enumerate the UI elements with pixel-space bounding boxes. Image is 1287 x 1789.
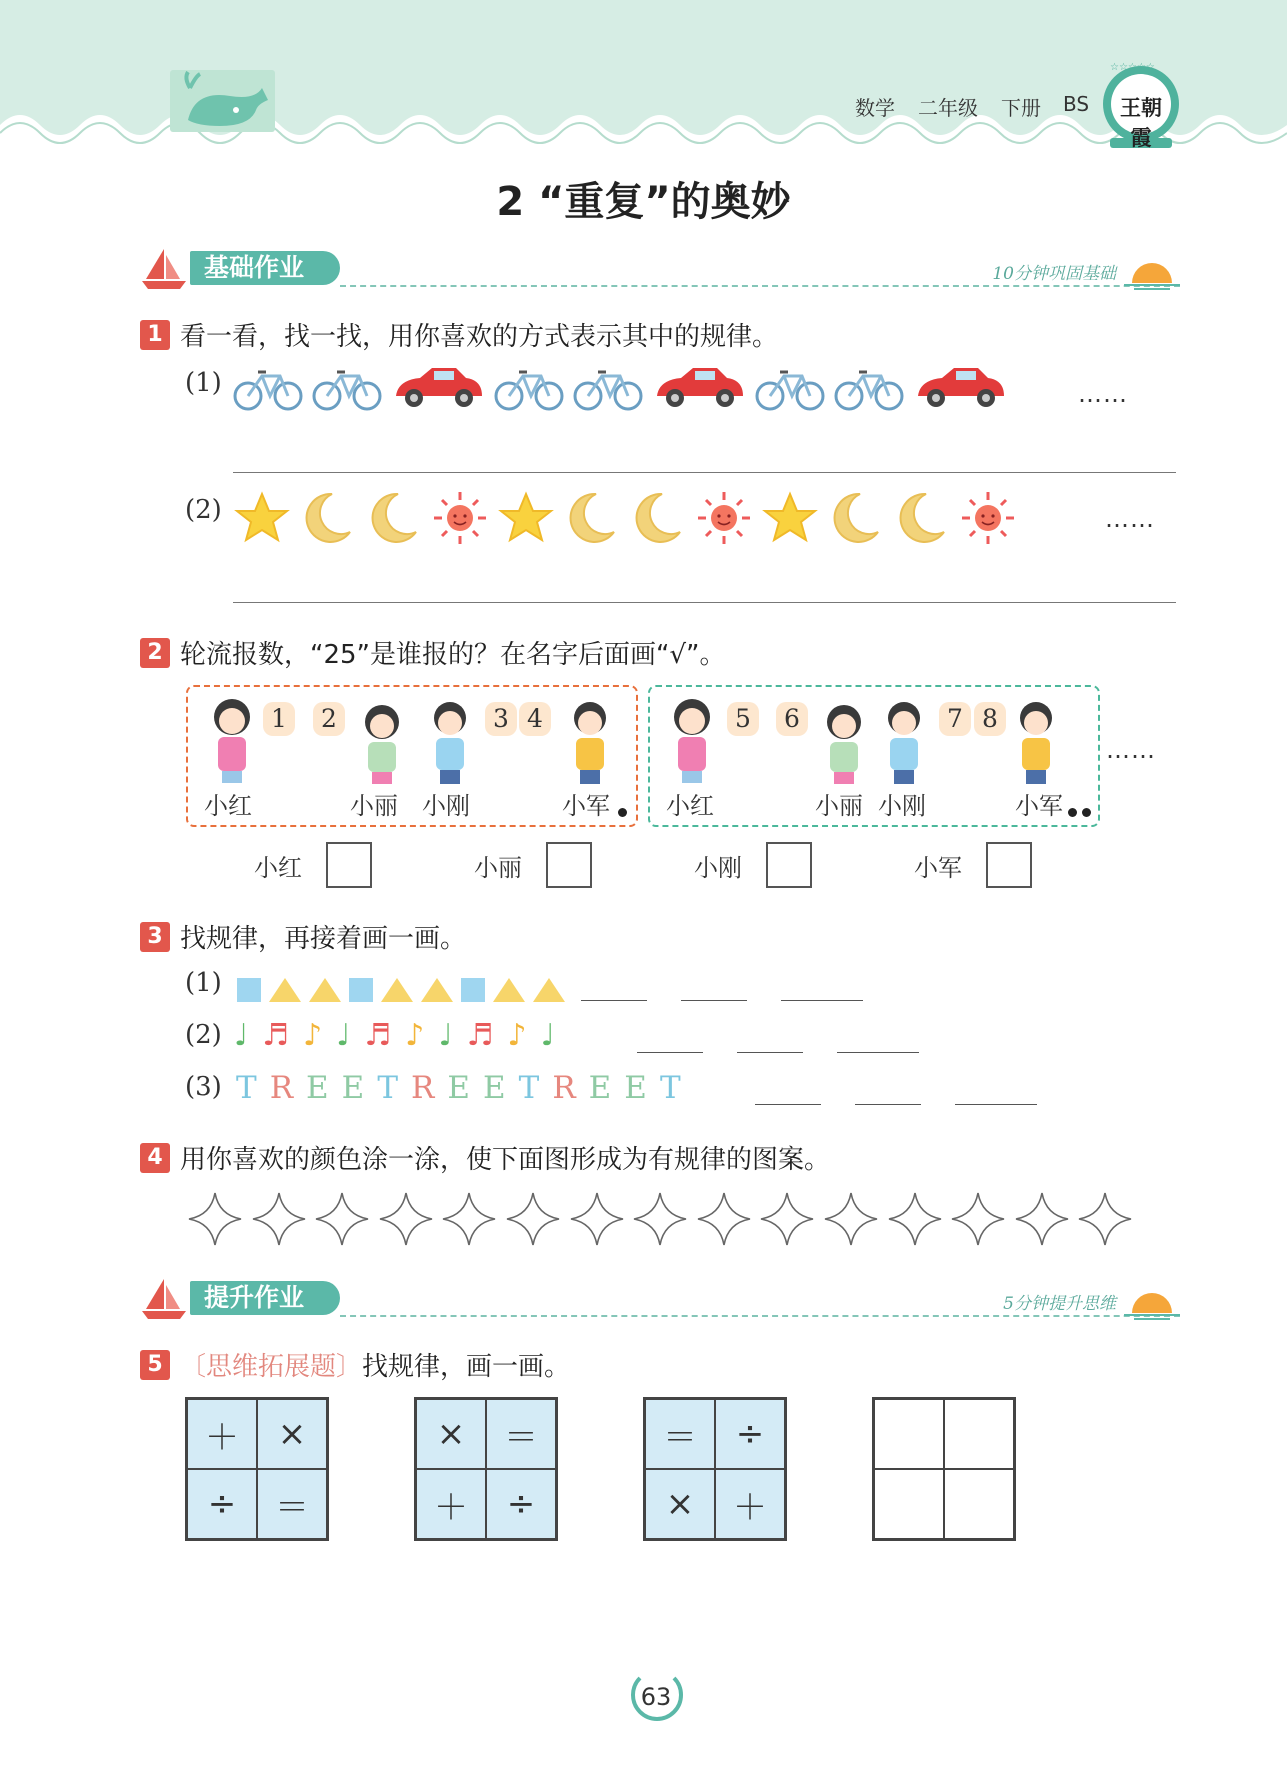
volume-label: 下册	[1001, 96, 1041, 120]
q1-sub2-label: (2)	[185, 495, 222, 525]
four-point-star-icon[interactable]	[821, 1189, 881, 1249]
count-bubble: 3	[485, 702, 517, 736]
star-icon	[760, 490, 820, 546]
page-title: 2 “重复”的奥妙	[496, 179, 791, 225]
four-point-star-icon[interactable]	[249, 1189, 309, 1249]
triangle-icon	[378, 974, 416, 1004]
pattern-letter: T	[518, 1070, 540, 1106]
name-label: 小红	[666, 792, 714, 820]
section-divider	[340, 285, 1180, 287]
page-number: 63	[640, 1683, 672, 1711]
four-point-star-icon[interactable]	[757, 1189, 817, 1249]
four-point-star-icon[interactable]	[1012, 1189, 1072, 1249]
boy-xiaogang-icon	[418, 698, 482, 786]
four-point-star-icon[interactable]	[439, 1189, 499, 1249]
pattern-letter: T	[236, 1070, 257, 1106]
music-note-icon: ♪	[507, 1018, 527, 1053]
question-4	[140, 1139, 830, 1176]
grid-cell-blank[interactable]	[944, 1469, 1014, 1539]
girl-xiaoli-icon	[350, 700, 414, 786]
music-note-icon: ♩	[540, 1018, 555, 1053]
four-point-star-icon[interactable]	[503, 1189, 563, 1249]
answer-blank[interactable]	[637, 1052, 703, 1053]
car-icon	[912, 362, 1008, 412]
section-advanced-label: 提升作业	[190, 1281, 340, 1315]
pattern-letter: R	[552, 1070, 576, 1106]
svg-text:☆☆☆☆☆: ☆☆☆☆☆	[1110, 62, 1155, 73]
question-number: 4	[140, 1143, 170, 1173]
answer-blank[interactable]	[737, 1052, 803, 1053]
answer-blank[interactable]	[837, 1052, 919, 1053]
section-basic-label: 基础作业	[190, 251, 340, 285]
q3-sub1-label: (1)	[185, 968, 222, 998]
count-bubble: 7	[939, 702, 971, 736]
pattern-letter: E	[341, 1070, 365, 1106]
sun-icon	[430, 490, 490, 546]
answer-blank[interactable]	[581, 1000, 647, 1001]
music-note-icon: ♩	[438, 1018, 453, 1053]
question-text: 找规律，画一画。	[362, 1352, 571, 1382]
dot-marker	[1082, 808, 1091, 817]
answer-blank[interactable]	[855, 1104, 921, 1105]
music-note-icon: ♪	[405, 1018, 425, 1053]
star-icon	[496, 490, 556, 546]
q4-star-row	[185, 1189, 1139, 1249]
sunrise-icon	[1124, 249, 1180, 293]
girl-xiaohong-icon	[200, 695, 264, 785]
girl-xiaohong-icon	[660, 695, 724, 785]
square-icon	[346, 974, 376, 1004]
symbol-grid-3	[643, 1397, 787, 1541]
moon-icon	[364, 490, 424, 546]
q1-ellipsis: ……	[1078, 380, 1128, 408]
grid-cell: ＝	[486, 1399, 556, 1469]
grid-cell-blank[interactable]	[874, 1469, 944, 1539]
name-label: 小刚	[878, 792, 926, 820]
four-point-star-icon[interactable]	[694, 1189, 754, 1249]
checkbox-xiaogang[interactable]	[766, 842, 812, 888]
music-note-icon: ♬	[262, 1018, 290, 1053]
name-label: 小红	[204, 792, 252, 820]
grid-cell: ÷	[715, 1399, 785, 1469]
checkbox-label: 小刚	[694, 854, 742, 882]
subject-label: 数学	[855, 96, 895, 120]
grid-cell-blank[interactable]	[874, 1399, 944, 1469]
boy-xiaojun-icon	[558, 698, 622, 786]
triangle-icon	[418, 974, 456, 1004]
question-text: 轮流报数，“25”是谁报的？在名字后面画“√”。	[180, 640, 726, 670]
triangle-icon	[266, 974, 304, 1004]
grid-cell: ÷	[486, 1469, 556, 1539]
checkbox-label: 小军	[914, 854, 962, 882]
dot-marker	[618, 808, 627, 817]
pattern-letter: T	[659, 1070, 681, 1106]
grid-cell: ＋	[416, 1469, 486, 1539]
logo-text: 王朝霞	[1120, 95, 1162, 150]
moon-icon	[892, 490, 952, 546]
grid-cell-blank[interactable]	[944, 1399, 1014, 1469]
grid-cell: ×	[416, 1399, 486, 1469]
grid-cell: ＝	[257, 1469, 327, 1539]
pattern-letter: E	[482, 1070, 506, 1106]
q3-note-sequence	[234, 1018, 569, 1054]
answer-blank[interactable]	[755, 1104, 821, 1105]
answer-grid[interactable]	[872, 1397, 1016, 1541]
car-icon	[651, 362, 747, 412]
question-5	[140, 1346, 570, 1383]
sunrise-icon	[1124, 1279, 1180, 1323]
checkbox-xiaojun[interactable]	[986, 842, 1032, 888]
music-note-icon: ♬	[364, 1018, 392, 1053]
four-point-star-icon[interactable]	[376, 1189, 436, 1249]
count-bubble: 2	[313, 702, 345, 736]
answer-line[interactable]	[233, 472, 1176, 473]
q2-ellipsis: ……	[1106, 736, 1156, 764]
brand-logo	[1100, 60, 1182, 150]
pattern-letter: E	[447, 1070, 470, 1106]
question-text: 找规律，再接着画一画。	[180, 924, 467, 954]
square-icon	[458, 974, 488, 1004]
answer-blank[interactable]	[781, 1000, 863, 1001]
question-text: 看一看，找一找，用你喜欢的方式表示其中的规律。	[180, 322, 779, 352]
question-2	[140, 634, 726, 671]
sun-icon	[694, 490, 754, 546]
pattern-letter: R	[269, 1070, 294, 1106]
grid-cell: ÷	[187, 1469, 257, 1539]
section-divider	[340, 1315, 1180, 1317]
section-advanced-note: 5分钟提升思维	[1003, 1294, 1116, 1314]
question-3	[140, 918, 466, 955]
question-number: 3	[140, 922, 170, 952]
music-note-icon: ♪	[303, 1018, 323, 1053]
bicycle-icon	[311, 362, 383, 412]
four-point-star-icon[interactable]	[630, 1189, 690, 1249]
pattern-letter: E	[624, 1070, 647, 1106]
q3-sub2-label: (2)	[185, 1020, 222, 1050]
moon-icon	[298, 490, 358, 546]
four-point-star-icon[interactable]	[312, 1189, 372, 1249]
grade-label: 二年级	[918, 96, 978, 120]
q1-sub1-label: (1)	[185, 368, 222, 398]
question-number: 5	[140, 1350, 170, 1380]
square-icon	[234, 974, 264, 1004]
count-bubble: 8	[974, 702, 1006, 736]
q3-shape-sequence	[234, 974, 570, 1004]
count-bubble: 1	[263, 702, 295, 736]
moon-icon	[628, 490, 688, 546]
car-icon	[390, 362, 486, 412]
whale-icon	[170, 70, 275, 132]
question-number: 1	[140, 320, 170, 350]
pattern-letter: E	[588, 1070, 612, 1106]
music-note-icon: ♩	[336, 1018, 351, 1053]
four-point-star-icon[interactable]	[567, 1189, 627, 1249]
checkbox-label: 小丽	[474, 854, 522, 882]
pattern-letter: R	[411, 1070, 435, 1106]
question-tag: 〔思维拓展题〕	[180, 1352, 363, 1382]
girl-xiaoli-icon	[812, 700, 876, 786]
triangle-icon	[530, 974, 568, 1004]
grid-cell: ×	[257, 1399, 327, 1469]
edition-label: BS	[1063, 92, 1090, 116]
question-1	[140, 316, 778, 353]
grid-cell: ＋	[187, 1399, 257, 1469]
answer-blank[interactable]	[955, 1104, 1037, 1105]
q3-letter-sequence	[236, 1070, 694, 1110]
q3-sub3-label: (3)	[185, 1072, 222, 1102]
four-point-star-icon[interactable]	[885, 1189, 945, 1249]
name-label: 小丽	[350, 792, 398, 820]
q1-vehicle-sequence	[232, 362, 1015, 422]
star-icon	[232, 490, 292, 546]
section-basic	[140, 245, 1180, 295]
sailboat-icon	[140, 245, 188, 293]
grid-cell: ＝	[645, 1399, 715, 1469]
symbol-grid-1	[185, 1397, 329, 1541]
triangle-icon	[490, 974, 528, 1004]
boy-xiaogang-icon	[872, 698, 936, 786]
four-point-star-icon[interactable]	[948, 1189, 1008, 1249]
music-note-icon: ♬	[466, 1018, 494, 1053]
symbol-grid-2	[414, 1397, 558, 1541]
section-advanced	[140, 1275, 1180, 1325]
count-bubble: 6	[776, 702, 808, 736]
dot-marker	[1068, 808, 1077, 817]
checkbox-xiaoli[interactable]	[546, 842, 592, 888]
pattern-letter: T	[377, 1070, 398, 1106]
q1-ellipsis-2: ……	[1105, 505, 1155, 533]
checkbox-label: 小红	[254, 854, 302, 882]
sun-icon	[958, 490, 1018, 546]
bicycle-icon	[493, 362, 565, 412]
grid-cell: ＋	[715, 1469, 785, 1539]
sailboat-icon	[140, 1275, 188, 1323]
count-bubble: 5	[727, 702, 759, 736]
name-label: 小军	[562, 792, 610, 820]
section-basic-note: 10分钟巩固基础	[992, 264, 1116, 284]
music-note-icon: ♩	[234, 1018, 249, 1053]
pattern-letter: E	[306, 1070, 329, 1106]
answer-line[interactable]	[233, 602, 1176, 603]
checkbox-xiaohong[interactable]	[326, 842, 372, 888]
boy-xiaojun-icon	[1004, 698, 1068, 786]
answer-blank[interactable]	[681, 1000, 747, 1001]
name-label: 小丽	[815, 792, 863, 820]
count-bubble: 4	[519, 702, 551, 736]
moon-icon	[562, 490, 622, 546]
bicycle-icon	[232, 362, 304, 412]
q1-shape-sequence	[232, 490, 1024, 550]
four-point-star-icon[interactable]	[185, 1189, 245, 1249]
grid-cell: ×	[645, 1469, 715, 1539]
question-text: 用你喜欢的颜色涂一涂，使下面图形成为有规律的图案。	[180, 1145, 831, 1175]
name-label: 小军	[1015, 792, 1063, 820]
question-number: 2	[140, 638, 170, 668]
bicycle-icon	[572, 362, 644, 412]
bicycle-icon	[833, 362, 905, 412]
triangle-icon	[306, 974, 344, 1004]
bicycle-icon	[754, 362, 826, 412]
name-label: 小刚	[422, 792, 470, 820]
four-point-star-icon[interactable]	[1075, 1189, 1135, 1249]
moon-icon	[826, 490, 886, 546]
